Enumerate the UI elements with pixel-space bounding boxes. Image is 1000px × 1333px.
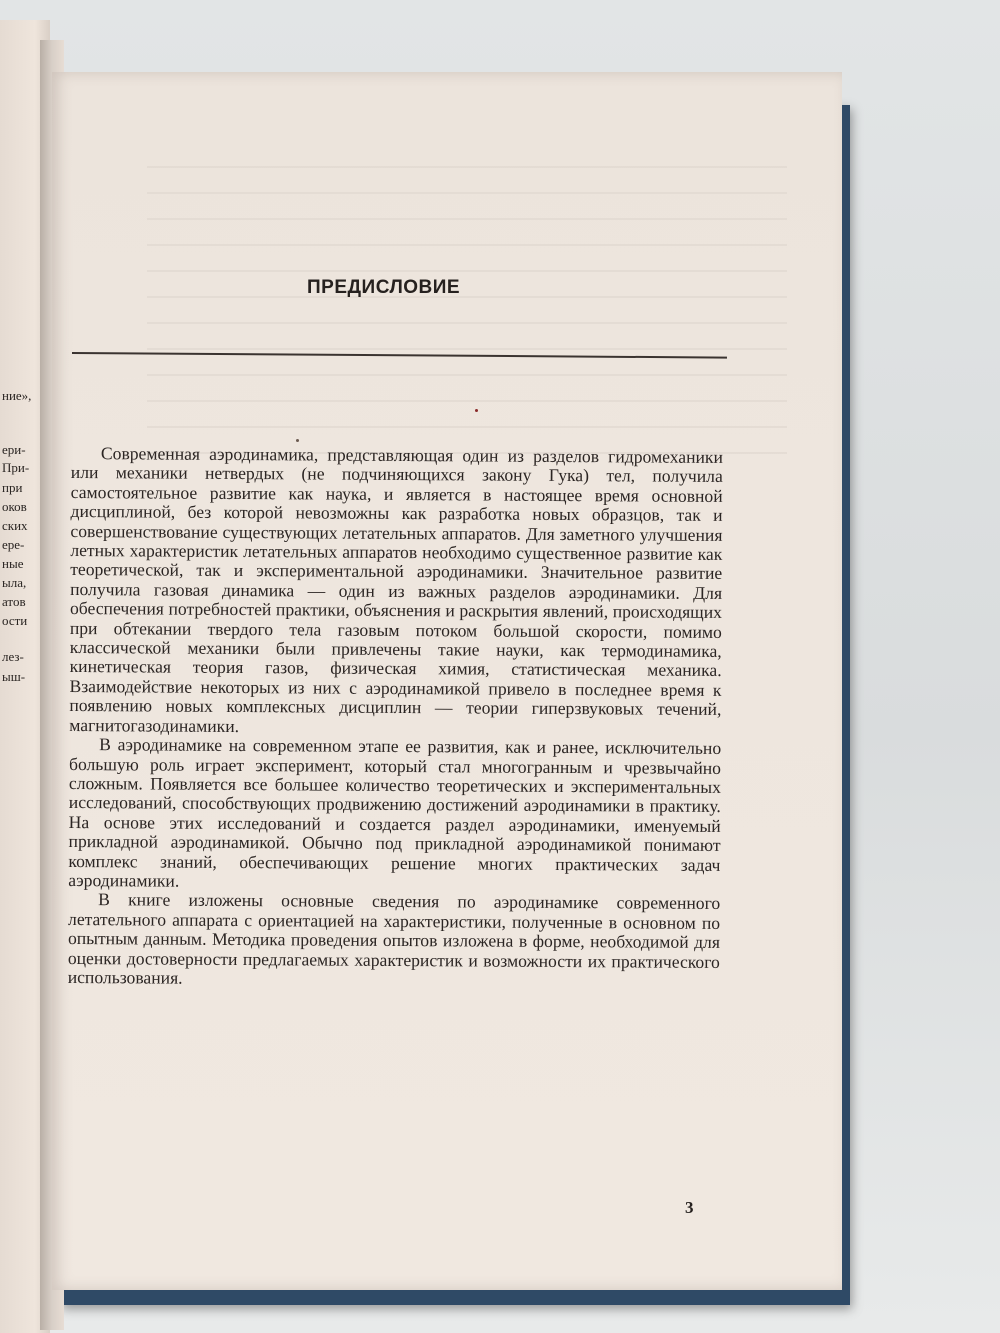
previous-page-fragment: ости: [2, 613, 28, 628]
ink-speck: [296, 439, 299, 442]
previous-page-fragment: ери-: [2, 442, 26, 457]
previous-page-fragment: ыла,: [2, 575, 27, 590]
paragraph: В аэродинамике на современном этапе ее развития, как и ранее, исключительно большую роль играет эксперимент, который стал многогранным и чрезвычайно сложным. Появляется все большее количество теоретических и экспериментальных исследований, способствующих продвижению достижений аэродинамики в практику. На основе этих исследований и создается раздел аэродинамики, именуемый прикладной аэродинамикой. Обычно под прикладной аэродинамикой понимают комплекс знаний, обеспечивающих решение многих практических задач аэродинамики.: [68, 734, 722, 891]
previous-page-fragment: ные: [2, 556, 24, 571]
previous-page-fragment: ние»,: [2, 388, 32, 403]
ink-speck: [475, 409, 478, 412]
previous-page-fragment: ере-: [2, 537, 25, 552]
paragraph: Современная аэродинамика, представляющая один из разделов гидромеханики или механики нетвердых (не подчиняющихся закону Гука) тел, получила самостоятельное развитие как наука, и является в настоящее время основной дисциплиной, без которой невозможны как разработка новых образцов, так и совершенствование существующих летательных аппаратов. Для заметного улучшения летных характеристик летательных аппаратов необходимо существенное развитие как теоретической, так и экспериментальной аэродинамики. Значительное развитие получила газовая динамика — один из важных разделов аэродинамики. Для обеспечения потребностей практики, объяснения и раскрытия явлений, происходящих при обтекании твердого тела газовым потоком большой скорости, помимо классической механики были привлечены такие науки, как термодинамика, кинетическая теория газов, физическая химия, статистическая механика. Взаимодействие некоторых из них с аэродинамикой привело в последнее время к появлению новых комплексных дисциплин — теории гиперзвуковых течений, магнитогазодинамики.: [69, 443, 723, 736]
paragraph: В книге изложены основные сведения по аэродинамике современного летательного аппарата с ориентацией на характеристики, полученные в основном по опытным данным. Методика проведения опытов изложена в форме, необходимой для оценки достоверности предлагаемых характеристик и возможности их практического использования.: [67, 889, 721, 988]
previous-page-fragment: при: [2, 480, 23, 495]
previous-page-fragment: атов: [2, 594, 26, 609]
book-page: [52, 72, 842, 1290]
page-number: 3: [685, 1198, 694, 1217]
previous-page-fragment: ских: [2, 518, 28, 533]
page-title: ПРЕДИСЛОВИЕ: [307, 277, 461, 298]
body-text: [68, 444, 723, 991]
previous-page-fragment: лез-: [2, 649, 24, 664]
show-through-text: [147, 152, 787, 472]
previous-page-fragment: При-: [2, 460, 30, 475]
previous-page-fragment: оков: [2, 499, 27, 514]
previous-page-fragment: ыш-: [2, 669, 26, 684]
